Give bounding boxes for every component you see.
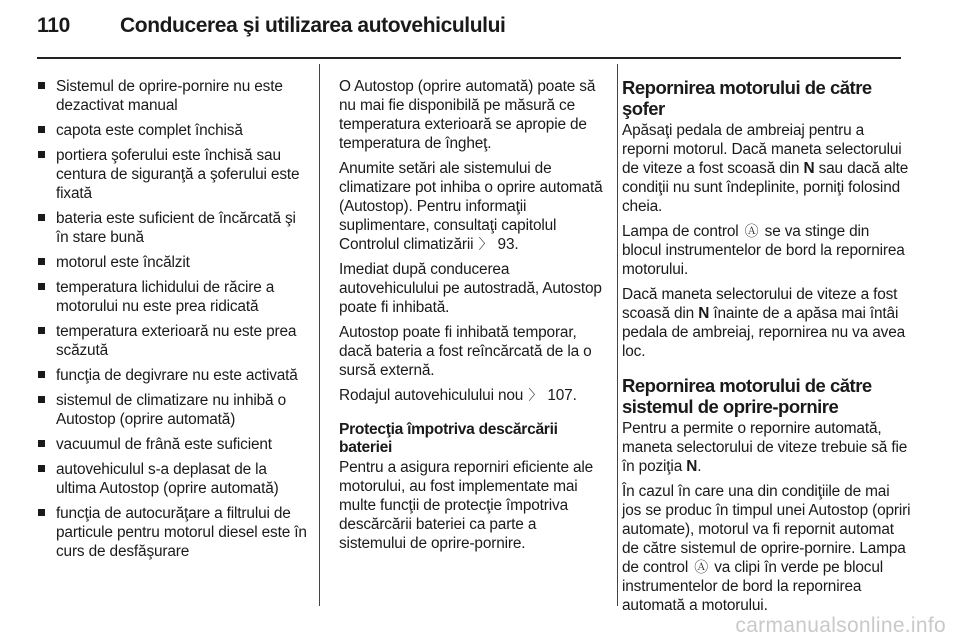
column-3 [622, 77, 912, 621]
bullet-square-icon [38, 465, 45, 472]
autostop-lamp-icon: Ⓐ [744, 223, 759, 239]
paragraph [622, 222, 912, 279]
bullet-item [37, 322, 309, 360]
column-divider-1 [319, 64, 320, 606]
bullet-text: funcţia de degivrare nu este activată [56, 367, 298, 384]
paragraph [622, 419, 912, 476]
bullet-item [37, 77, 309, 115]
paragraph [622, 285, 912, 361]
bullet-item [37, 278, 309, 316]
autostop-lamp-icon: Ⓐ [694, 559, 709, 575]
bullet-item [37, 391, 309, 429]
bullet-item [37, 121, 309, 140]
bullet-text: capota este complet închisă [56, 122, 243, 139]
paragraph-text: Rodajul autovehiculului nou [339, 387, 524, 404]
page-number: 110 [37, 14, 70, 37]
bullet-item [37, 209, 309, 247]
page-reference[interactable]: 107. [547, 387, 577, 404]
bullet-text: motorul este încălzit [56, 254, 190, 271]
watermark: carmanualsonline.info [735, 614, 946, 637]
bullet-square-icon [38, 440, 45, 447]
bullet-square-icon [38, 283, 45, 290]
bullet-text: Sistemul de oprire-pornire nu este dezactivat manual [56, 78, 283, 114]
paragraph: Pentru a asigura reporniri eficiente ale motorului, au fost implementate mai multe funcţii de protecţie împotriva descărcării bateriei ca parte a sistemului de oprire-pornire. [339, 459, 594, 552]
bullet-item [37, 460, 309, 498]
paragraph-text: se va stinge din blocul instrumentelor de bord la repornirea motorului. [622, 223, 905, 278]
paragraph-text: Pentru a permite o repornire automată, maneta selectorului de viteze trebuie să fie în poziţia [622, 420, 908, 475]
page-title: Conducerea şi utilizarea autovehiculului [120, 14, 506, 37]
header-divider [37, 57, 901, 59]
paragraph: O Autostop (oprire automată) poate să nu mai fie disponibilă pe măsură ce temperatura exterioară se apropie de temperatura de îngheţ. [339, 78, 596, 152]
bullet-text: vacuumul de frână este suficient [56, 436, 272, 453]
paragraph: Autostop poate fi inhibată temporar, dacă bateria a fost reîncărcată de la o sursă externă. [339, 324, 592, 379]
bullet-square-icon [38, 509, 45, 516]
bullet-text: temperatura lichidului de răcire a motorului nu este prea ridicată [56, 279, 275, 315]
section-heading-driver-restart: Repornirea motorului de către şofer [622, 77, 872, 119]
bullet-text: portiera şoferului este închisă sau centura de siguranţă a şoferului este fixată [56, 147, 300, 202]
column-1 [37, 77, 309, 567]
paragraph: Imediat după conducerea autovehiculului pe autostradă, Autostop poate fi inhibată. [339, 261, 602, 316]
section-heading-system-restart: Repornirea motorului de către sistemul de oprire-pornire [622, 375, 872, 417]
bullet-square-icon [38, 258, 45, 265]
bullet-square-icon [38, 396, 45, 403]
paragraph [339, 159, 605, 254]
gear-neutral-key: N [803, 160, 815, 177]
paragraph-text: Dacă maneta selectorului de viteze a fost scoasă din [622, 286, 898, 322]
paragraph-text: înainte de a apăsa mai întâi pedala de ambreiaj, repornirea nu va avea loc. [622, 305, 906, 360]
column-2 [339, 77, 605, 559]
paragraph [339, 386, 605, 405]
reference-arrow-icon: 〉 [528, 387, 543, 403]
bullet-item [37, 253, 309, 272]
gear-neutral-key: N [686, 458, 698, 475]
paragraph-text: Apăsaţi pedala de ambreiaj pentru a reporni motorul. Dacă maneta selectorului de viteze a fost scoasă din [622, 122, 902, 177]
bullet-text: bateria este suficient de încărcată şi în stare bună [56, 210, 296, 246]
bullet-item [37, 435, 309, 454]
reference-arrow-icon: 〉 [478, 236, 493, 252]
bullet-square-icon [38, 82, 45, 89]
conditions-list [37, 77, 309, 561]
gear-neutral-key: N [698, 305, 710, 322]
paragraph-text: sau dacă alte condiţii nu sunt îndeplinite, porniţi folosind cheia. [622, 160, 909, 215]
bullet-square-icon [38, 126, 45, 133]
bullet-item [37, 366, 309, 385]
bullet-item [37, 504, 309, 561]
bullet-square-icon [38, 371, 45, 378]
paragraph-text: Anumite setări ale sistemului de climatizare pot inhiba o oprire automată (Autostop). Pentru informaţii suplimentare, consultaţi capitolul Controlul climatizării [339, 160, 603, 253]
column-divider-2 [617, 64, 618, 606]
bullet-square-icon [38, 151, 45, 158]
paragraph-text: . [697, 458, 702, 475]
bullet-text: autovehiculul s-a deplasat de la ultima Autostop (oprire automată) [56, 461, 279, 497]
paragraph-text: În cazul în care una din condiţiile de mai jos se produc în timpul unei Autostop (opriri automate), motorul va fi repornit automat de către sistemul de oprire-pornire. Lampa de control [622, 483, 911, 576]
bullet-text: funcţia de autocurăţare a filtrului de particule pentru motorul diesel este în curs de desfăşurare [56, 505, 307, 560]
paragraph [622, 482, 912, 615]
subheading-battery-protection: Protecţia împotriva descărcării bateriei [339, 421, 558, 456]
page-header [37, 14, 923, 46]
bullet-square-icon [38, 214, 45, 221]
bullet-square-icon [38, 327, 45, 334]
paragraph-text: Lampa de control [622, 223, 739, 240]
paragraph-text: va clipi în verde pe blocul instrumentelor de bord la repornirea automată a motorului. [622, 559, 883, 614]
paragraph [622, 121, 912, 216]
bullet-text: temperatura exterioară nu este prea scăzută [56, 323, 297, 359]
page-reference[interactable]: 93. [497, 236, 519, 253]
bullet-item [37, 146, 309, 203]
bullet-text: sistemul de climatizare nu inhibă o Autostop (oprire automată) [56, 392, 286, 428]
